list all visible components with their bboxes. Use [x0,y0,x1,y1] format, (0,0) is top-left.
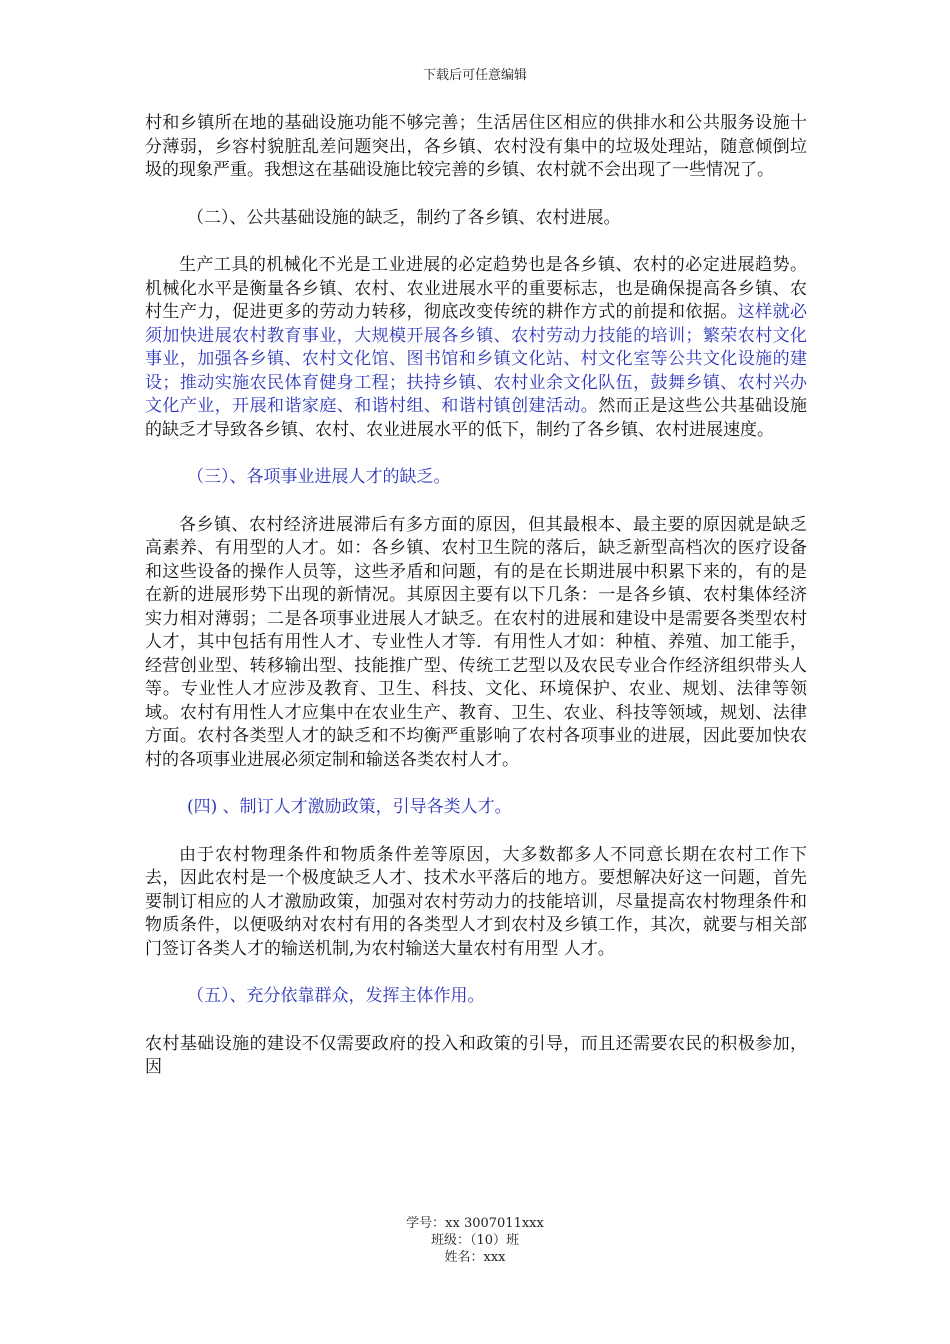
footer-class: 班级：（10）班 [430,1233,520,1248]
paragraph-talent-shortage: 各乡镇、农村经济进展滞后有多方面的原因，但其最根本、最主要的原因就是缺乏高素养、有用型的人才。如：各乡镇、农村卫生院的落后，缺乏新型高档次的医疗设备和这些设备的操作人员等，这些矛盾和问题，有的是在长期进展中积累下来的，有的是在新的进展形势下出现的新情况。其原因主要有以下几条：一是各乡镇、农村集体经济实力相对薄弱；二是各项事业进展人才缺乏。在农村的进展和建设中是需要各类型农村人才，其中包括有用性人才、专业性人才等．有用性人才如：种植、养殖、加工能手，经营创业型、转移输出型、技能推广型、传统工艺型以及农民专业合作经济组织带头人等。专业性人才应涉及教育、卫生、科技、文化、环境保护、农业、规划、法律等领域。农村有用性人才应集中在农业生产、教育、卫生、农业、科技等领域，规划、法律方面。农村各类型人才的缺乏和不均衡严重影响了农村各项事业的进展，因此要加快农村的各项事业进展必须定制和输送各类农村人才。 [145,514,807,770]
page-footer [0,1215,950,1266]
section-heading-3: （三）、各项事业进展人才的缺乏。 [187,467,451,487]
paragraph-mechanization [145,254,807,442]
paragraph-incentive-policy: 由于农村物理条件和物质条件差等原因，大多数都多人不同意长期在农村工作下去，因此农村是一个极度缺乏人才、技术水平落后的地方。要想解决好这一问题，首先要制订相应的人才激励政策，加强对农村劳动力的技能培训，尽量提高农村物理条件和物质条件，以便吸纳对农村有用的各类型人才到农村及乡镇工作，其次，就要与相关部门签订各类人才的输送机制,为农村输送大量农村有用型 人才。 [145,844,807,959]
paragraph-mechanization-highlight: 这样就必须加快进展农村教育事业，大规模开展各乡镇、农村劳动力技能的培训；繁荣农村文化事业，加强各乡镇、农村文化馆、图书馆和乡镇文化站、村文化室等公共文化设施的建设；推动实施农民体育健身工程；扶持乡镇、农村业余文化队伍，鼓舞乡镇、农村兴办文化产业，开展和谐家庭、和谐村组、和谐村镇创建活动。 [145,302,808,416]
paragraph-infrastructure: 村和乡镇所在地的基础设施功能不够完善；生活居住区相应的供排水和公共服务设施十分薄弱，乡容村貌脏乱差问题突出，各乡镇、农村没有集中的垃圾处理站，随意倾倒垃圾的现象严重。我想这在基础设施比较完善的乡镇、农村就不会出现了一些情况了。 [145,113,807,180]
section-heading-5: （五）、充分依靠群众，发挥主体作用。 [187,986,485,1006]
document-body [145,112,807,1104]
footer-name: 姓名：xxx [444,1250,506,1265]
page-header-note: 下载后可任意编辑 [422,68,527,83]
paragraph-rural-participation: 农村基础设施的建设不仅需要政府的投入和政策的引导，而且还需要农民的积极参加，因 [145,1033,807,1077]
paragraph-mechanization-end: 然而正是这些公共基础设施的缺乏才导致各乡镇、农村、农业进展水平的低下，制约了各乡镇、农村进展速度。 [145,396,808,440]
paragraph-mechanization-start: 生产工具的机械化不光是工业进展的必定趋势也是各乡镇、农村的必定进展趋势。机械化水平是衡量各乡镇、农村、农业进展水平的重要标志，也是确保提高各乡镇、农村生产力，促进更多的劳动力转移，彻底改变传统的耕作方式的前提和依据。 [145,255,807,322]
footer-student-id: 学号：xx 3007011xxx [406,1216,544,1231]
section-heading-2: （二）、公共基础设施的缺乏，制约了各乡镇、农村进展。 [187,207,621,228]
section-heading-4: (四) 、制订人才激励政策，引导各类人才。 [187,797,512,817]
